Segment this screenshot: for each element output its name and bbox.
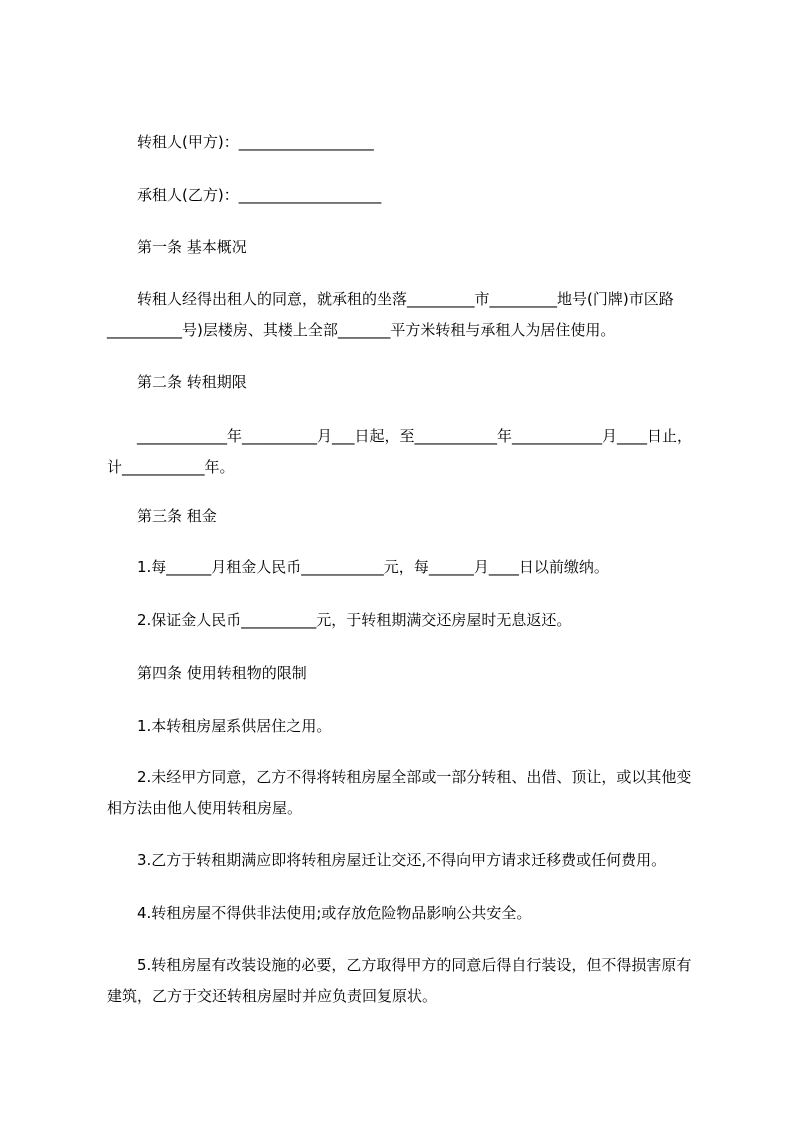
article2-title: 第二条 转租期限 — [137, 373, 247, 391]
lessee-line: 承租人(乙方)：___________________ — [137, 186, 382, 204]
article1-title: 第一条 基本概况 — [137, 238, 247, 256]
article4-item3: 3.乙方于转租期满应即将转租房屋迁让交还,不得向甲方请求迁移费或任何费用。 — [137, 851, 667, 869]
article2-text: ____________年__________月___日起，至___________年____________月____日止，计___________年。 — [107, 427, 693, 476]
article4-title: 第四条 使用转租物的限制 — [137, 664, 307, 682]
article4-item2: 2.未经甲方同意，乙方不得将转租房屋全部或一部分转租、出借、顶让，或以其他变相方法由他人使用转租房屋。 — [107, 768, 692, 817]
sublessor-line: 转租人(甲方)：__________________ — [137, 133, 374, 151]
article4-item5: 5.转租房屋有改装设施的必要，乙方取得甲方的同意后得自行装设，但不得损害原有建筑，乙方于交还转租房屋时并应负责回复原状。 — [107, 956, 692, 1005]
article3-title: 第三条 租金 — [137, 507, 217, 525]
article4-item1: 1.本转租房屋系供居住之用。 — [137, 717, 332, 735]
article3-item2: 2.保证金人民币__________元，于转租期满交还房屋时无息返还。 — [137, 611, 572, 629]
article4-item4: 4.转租房屋不得供非法使用;或存放危险物品影响公共安全。 — [137, 904, 532, 922]
article1-text: 转租人经得出租人的同意，就承租的坐落_________市_________地号(门牌)市区路__________号)层楼房、其楼上全部_______平方米转租与承租人为居住使用。 — [107, 290, 674, 339]
article3-item1: 1.每______月租金人民币___________元，每______月____日以前缴纳。 — [137, 558, 609, 576]
